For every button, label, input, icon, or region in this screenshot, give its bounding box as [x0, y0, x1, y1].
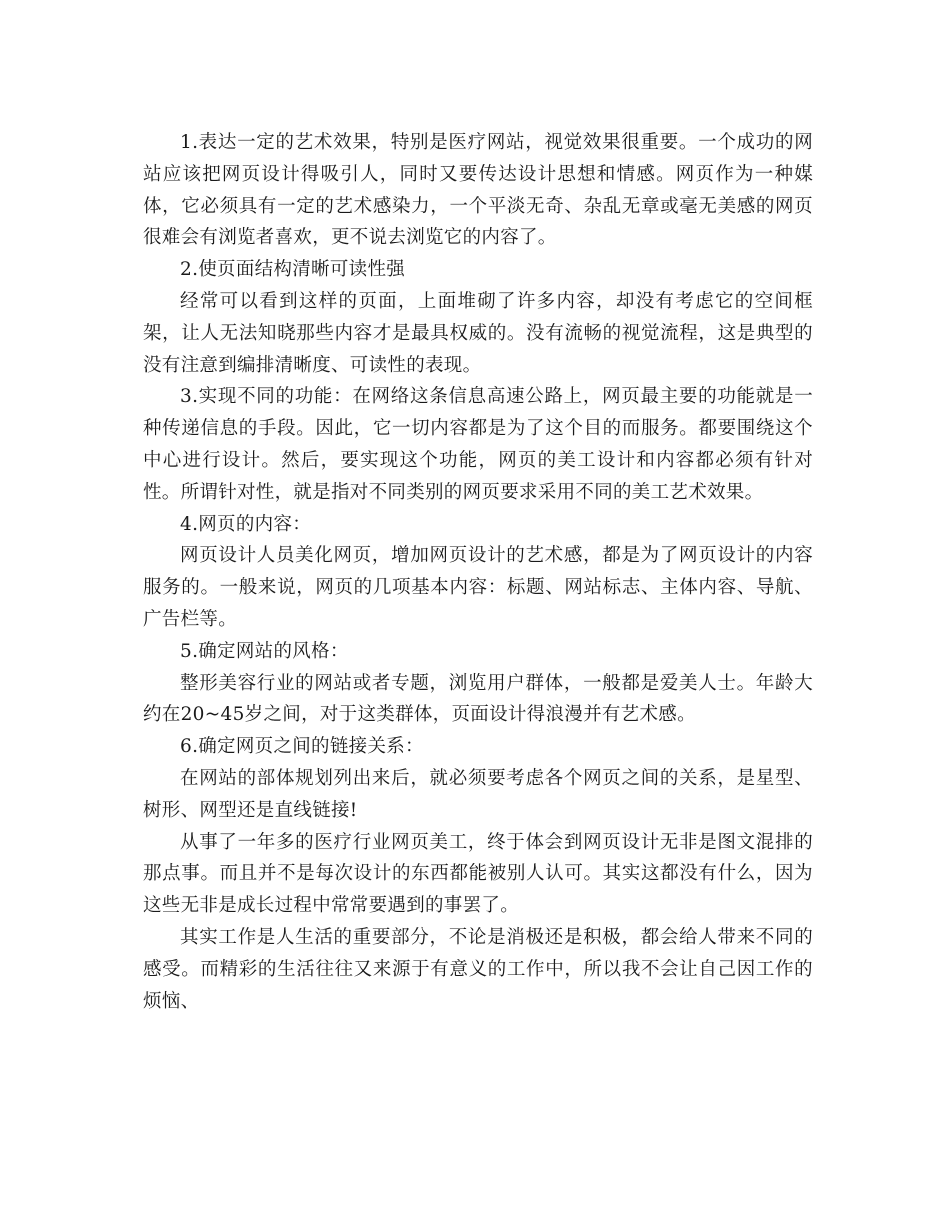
paragraph-1: 1.表达一定的艺术效果，特别是医疗网站，视觉效果很重要。一个成功的网站应该把网页设计得吸引人，同时又要传达设计思想和情感。网页作为一种媒体，它必须具有一定的艺术感染力，一个平淡无奇、杂乱无章或毫无美感的网页很难会有浏览者喜欢，更不说去浏览它的内容了。 [143, 132, 813, 249]
section-heading-4: 4.网页的内容： [180, 513, 312, 535]
section-heading-2: 2.使页面结构清晰可读性强 [180, 259, 406, 281]
paragraph-7: 从事了一年多的医疗行业网页美工，终于体会到网页设计无非是图文混排的那点事。而且并不是每次设计的东西都能被别人认可。其实这都没有什么，因为这些无非是成长过程中常常要遇到的事罢了。 [143, 831, 813, 917]
paragraph-8: 其实工作是人生活的重要部分，不论是消极还是积极，都会给人带来不同的感受。而精彩的生活往往又来源于有意义的工作中，所以我不会让自己因工作的烦恼、 [143, 926, 813, 1012]
paragraph-3: 3.实现不同的功能：在网络这条信息高速公路上，网页最主要的功能就是一种传递信息的手段。因此，它一切内容都是为了这个目的而服务。都要围绕这个中心进行设计。然后，要实现这个功能，网页的美工设计和内容都必须有针对性。所谓针对性，就是指对不同类别的网页要求采用不同的美工艺术效果。 [143, 386, 813, 503]
paragraph-4: 网页设计人员美化网页，增加网页设计的艺术感，都是为了网页设计的内容服务的。一般来说，网页的几项基本内容：标题、网站标志、主体内容、导航、广告栏等。 [143, 545, 813, 630]
paragraph-6: 在网站的部体规划列出来后，就必须要考虑各个网页之间的关系，是星型、树形、网型还是直线链接! [143, 767, 813, 821]
section-heading-5: 5.确定网站的风格： [180, 640, 349, 662]
paragraph-2: 经常可以看到这样的页面，上面堆砌了许多内容，却没有考虑它的空间框架，让人无法知晓那些内容才是最具权威的。没有流畅的视觉流程，这是典型的没有注意到编排清晰度、可读性的表现。 [143, 290, 813, 376]
section-heading-6: 6.确定网页之间的链接关系： [180, 736, 424, 758]
document-body [143, 127, 813, 1017]
paragraph-5: 整形美容行业的网站或者专题，浏览用户群体，一般都是爱美人士。年龄大约在20~45岁之间，对于这类群体，页面设计得浪漫并有艺术感。 [143, 672, 813, 726]
